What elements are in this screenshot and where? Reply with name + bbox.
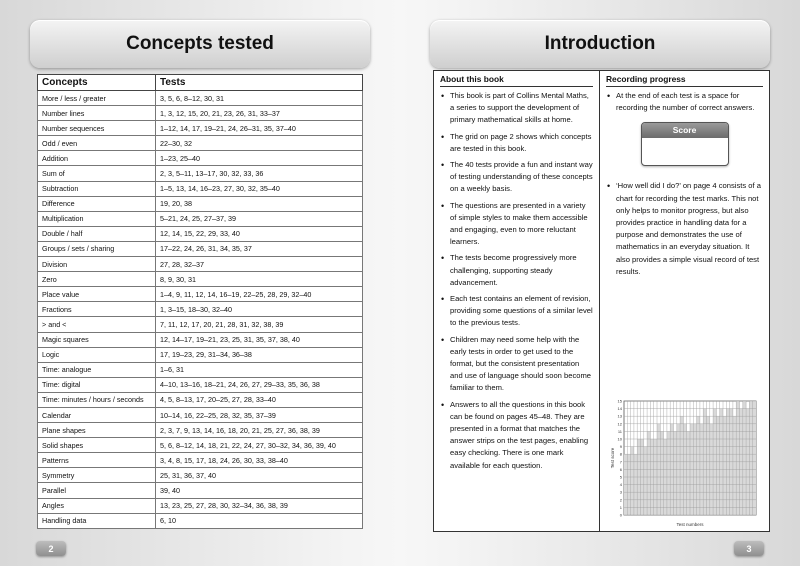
y-tick-label: 3 — [619, 489, 622, 495]
concept-cell: Calendar — [38, 407, 156, 422]
y-tick-label: 10 — [617, 436, 622, 442]
table-row — [38, 453, 363, 468]
bar — [743, 401, 746, 515]
concept-cell: Time: digital — [38, 377, 156, 392]
recording-list — [606, 180, 763, 278]
concept-cell: Subtraction — [38, 181, 156, 196]
concept-cell: Symmetry — [38, 468, 156, 483]
table-row — [38, 106, 363, 121]
tests-cell: 1, 3–15, 18–30, 32–40 — [156, 302, 363, 317]
bar — [716, 416, 719, 515]
table-row — [38, 91, 363, 106]
table-row — [38, 468, 363, 483]
y-tick-label: 7 — [619, 459, 622, 465]
score-label: Score — [642, 123, 728, 138]
list-item: • The grid on page 2 shows which concepts are tested in this book. — [440, 131, 593, 155]
concept-cell: Time: analogue — [38, 362, 156, 377]
progress-chart — [608, 397, 760, 529]
concept-cell: Difference — [38, 196, 156, 211]
tests-cell: 4, 5, 8–13, 17, 20–25, 27, 28, 33–40 — [156, 392, 363, 407]
concept-cell: Place value — [38, 287, 156, 302]
y-tick-label: 2 — [619, 497, 622, 503]
concept-cell: Number lines — [38, 106, 156, 121]
concept-cell: Fractions — [38, 302, 156, 317]
concept-cell: Patterns — [38, 453, 156, 468]
y-tick-label: 8 — [619, 451, 622, 457]
y-tick-label: 15 — [617, 398, 622, 404]
page-number: 2 — [36, 541, 66, 556]
tests-cell: 1, 3, 12, 15, 20, 21, 23, 26, 31, 33–37 — [156, 106, 363, 121]
y-tick-label: 1 — [619, 504, 622, 510]
bar — [631, 447, 634, 515]
table-row — [38, 483, 363, 498]
bar — [674, 431, 677, 515]
concept-cell: Time: minutes / hours / seconds — [38, 392, 156, 407]
tests-cell: 13, 23, 25, 27, 28, 30, 32–34, 36, 38, 39 — [156, 498, 363, 513]
bar — [723, 416, 726, 515]
concept-cell: Double / half — [38, 226, 156, 241]
y-axis-label: Test score — [610, 447, 615, 469]
y-tick-label: 12 — [617, 421, 622, 427]
concept-cell: Division — [38, 257, 156, 272]
list-item: • Each test contains an element of revision, providing some questions of a similar level to the previous tests. — [440, 293, 593, 330]
tests-cell: 12, 14, 15, 22, 29, 33, 40 — [156, 226, 363, 241]
list-item: • The tests become progressively more challenging, supporting steady advancement. — [440, 252, 593, 289]
page-title: Concepts tested — [30, 20, 370, 68]
tests-cell: 27, 28, 32–37 — [156, 257, 363, 272]
table-row — [38, 136, 363, 151]
list-item: • The questions are presented in a variety of simple styles to make them accessible and engaging, even to more reluctant learners. — [440, 200, 593, 249]
tests-cell: 19, 20, 38 — [156, 196, 363, 211]
bar — [697, 416, 700, 515]
section-heading: About this book — [440, 74, 593, 87]
bar — [647, 431, 650, 515]
tests-cell: 2, 3, 7, 9, 13, 14, 16, 18, 20, 21, 25, 27, 36, 38, 39 — [156, 423, 363, 438]
concept-cell: Plane shapes — [38, 423, 156, 438]
list-item: • Answers to all the questions in this book can be found on pages 45–48. They are presented in a format that matches the answer strips on the test pages, enabling easy checking. There is one mark available for each question. — [440, 399, 593, 472]
column-header: Concepts — [38, 75, 156, 91]
about-section — [434, 71, 600, 531]
table-row — [38, 211, 363, 226]
score-box — [641, 122, 729, 166]
tests-cell: 6, 10 — [156, 513, 363, 528]
tests-cell: 10–14, 16, 22–25, 28, 32, 35, 37–39 — [156, 407, 363, 422]
page-title: Introduction — [430, 20, 770, 68]
right-page — [400, 0, 800, 566]
concept-cell: Logic — [38, 347, 156, 362]
table-row — [38, 377, 363, 392]
y-tick-label: 6 — [619, 466, 622, 472]
y-tick-label: 5 — [619, 474, 622, 480]
recording-list — [606, 90, 763, 114]
concept-cell: Handling data — [38, 513, 156, 528]
table-row — [38, 226, 363, 241]
table-row — [38, 392, 363, 407]
tests-cell: 7, 11, 12, 17, 20, 21, 28, 31, 32, 38, 39 — [156, 317, 363, 332]
section-heading: Recording progress — [606, 74, 763, 87]
table-row — [38, 151, 363, 166]
table-row — [38, 181, 363, 196]
tests-cell: 4–10, 13–16, 18–21, 24, 26, 27, 29–33, 35, 36, 38 — [156, 377, 363, 392]
bar — [736, 401, 739, 515]
bar — [660, 431, 663, 515]
tests-cell: 1–5, 13, 14, 16–23, 27, 30, 32, 35–40 — [156, 181, 363, 196]
concept-cell: Solid shapes — [38, 438, 156, 453]
about-list — [440, 90, 593, 472]
tests-cell: 39, 40 — [156, 483, 363, 498]
bar — [667, 431, 670, 515]
list-item: • ‘How well did I do?’ on page 4 consists of a chart for recording the test marks. This not only helps to monitor progress, but also provides practice in handling data for a purpose and demonstrates the use of mathematics in an everyday situation. It also provides a simple visual record of test results. — [606, 180, 763, 278]
tests-cell: 1–4, 9, 11, 12, 14, 16–19, 22–25, 28, 29, 32–40 — [156, 287, 363, 302]
tests-cell: 5–21, 24, 25, 27–37, 39 — [156, 211, 363, 226]
table-row — [38, 257, 363, 272]
table-row — [38, 241, 363, 256]
intro-box — [433, 70, 770, 532]
y-tick-label: 14 — [617, 406, 622, 412]
table-row — [38, 438, 363, 453]
table-row — [38, 362, 363, 377]
table-row — [38, 332, 363, 347]
concept-cell: More / less / greater — [38, 91, 156, 106]
bar — [733, 416, 736, 515]
concept-cell: Odd / even — [38, 136, 156, 151]
concept-cell: Parallel — [38, 483, 156, 498]
tests-cell: 3, 4, 8, 15, 17, 18, 24, 26, 30, 33, 38–40 — [156, 453, 363, 468]
table-row — [38, 166, 363, 181]
concept-cell: Angles — [38, 498, 156, 513]
tests-cell: 22–30, 32 — [156, 136, 363, 151]
tests-cell: 17, 19–23, 29, 31–34, 36–38 — [156, 347, 363, 362]
table-row — [38, 272, 363, 287]
list-item: • Children may need some help with the early tests in order to get used to the format, but the consistent presentation and use of language should soon become familiar to them. — [440, 334, 593, 395]
table-row — [38, 498, 363, 513]
table-header-row — [38, 75, 363, 91]
table-row — [38, 423, 363, 438]
bar — [749, 401, 752, 515]
concept-cell: Magic squares — [38, 332, 156, 347]
table-row — [38, 302, 363, 317]
table-row — [38, 287, 363, 302]
list-item: • At the end of each test is a space for recording the number of correct answers. — [606, 90, 763, 114]
table-row — [38, 347, 363, 362]
tests-cell: 1–23, 25–40 — [156, 151, 363, 166]
table-row — [38, 513, 363, 528]
tests-cell: 1–12, 14, 17, 19–21, 24, 26–31, 35, 37–40 — [156, 121, 363, 136]
recording-section — [600, 71, 769, 531]
bar — [753, 401, 756, 515]
x-axis-label: Test numbers — [676, 522, 704, 527]
table-row — [38, 121, 363, 136]
y-tick-label: 0 — [619, 512, 622, 518]
concept-cell: Sum of — [38, 166, 156, 181]
tests-cell: 12, 14–17, 19–21, 23, 25, 31, 35, 37, 38, 40 — [156, 332, 363, 347]
table-row — [38, 317, 363, 332]
list-item: • This book is part of Collins Mental Maths, a series to support the development of primary mathematical skills at home. — [440, 90, 593, 127]
concepts-table — [37, 74, 363, 529]
column-header: Tests — [156, 75, 363, 91]
tests-cell: 3, 5, 6, 8–12, 30, 31 — [156, 91, 363, 106]
concept-cell: Zero — [38, 272, 156, 287]
bar — [707, 416, 710, 515]
bar — [644, 447, 647, 515]
concept-cell: Number sequences — [38, 121, 156, 136]
chart-svg — [608, 397, 760, 529]
tests-cell: 2, 3, 5–11, 13–17, 30, 32, 33, 36 — [156, 166, 363, 181]
concept-cell: > and < — [38, 317, 156, 332]
y-tick-label: 13 — [617, 413, 622, 419]
table-row — [38, 407, 363, 422]
page-number: 3 — [734, 541, 764, 556]
y-tick-label: 4 — [619, 482, 622, 488]
list-item: • The 40 tests provide a fun and instant way of testing understanding of these concepts on a weekly basis. — [440, 159, 593, 196]
bar — [680, 416, 683, 515]
y-tick-label: 11 — [617, 428, 622, 434]
concept-cell: Groups / sets / sharing — [38, 241, 156, 256]
tests-cell: 8, 9, 30, 31 — [156, 272, 363, 287]
bar — [687, 431, 690, 515]
tests-cell: 25, 31, 36, 37, 40 — [156, 468, 363, 483]
concept-cell: Addition — [38, 151, 156, 166]
tests-cell: 17–22, 24, 26, 31, 34, 35, 37 — [156, 241, 363, 256]
tests-cell: 1–6, 31 — [156, 362, 363, 377]
table-row — [38, 196, 363, 211]
tests-cell: 5, 6, 8–12, 14, 18, 21, 22, 24, 27, 30–32, 34, 36, 39, 40 — [156, 438, 363, 453]
concept-cell: Multiplication — [38, 211, 156, 226]
y-tick-label: 9 — [619, 444, 622, 450]
